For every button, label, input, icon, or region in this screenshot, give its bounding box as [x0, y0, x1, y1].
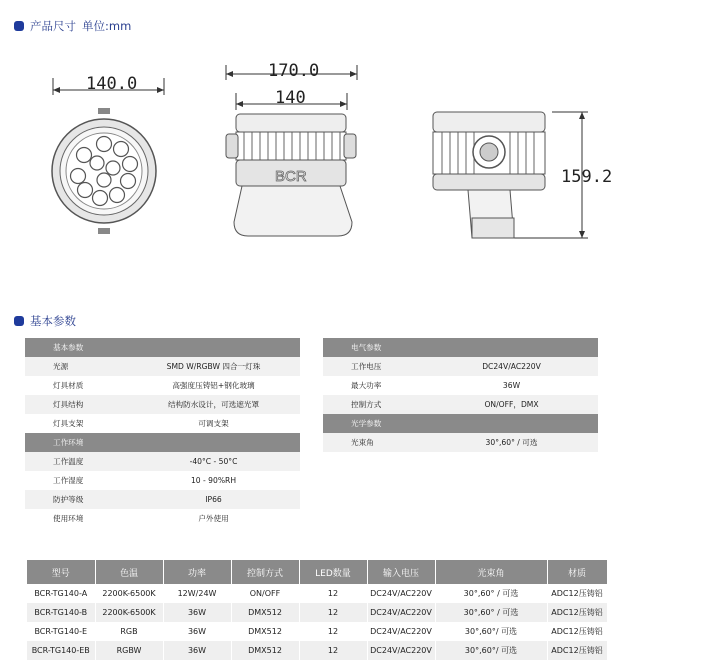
column-header: 色温: [95, 560, 163, 584]
row-value: DC24V/AC220V: [425, 357, 598, 376]
column-header: 输入电压: [367, 560, 435, 584]
table-row: [25, 395, 300, 414]
table-header-row: [323, 414, 598, 433]
row-value: 户外使用: [198, 514, 229, 523]
cell: 30°,60°/ 可选: [435, 622, 547, 641]
side-width-inner-label: 140: [275, 88, 306, 108]
side-width-outer-label: 170.0: [268, 61, 320, 81]
cell: DC24V/AC220V: [367, 603, 435, 622]
cell: ADC12压铸铝: [547, 641, 607, 660]
row-label: 工作湿度: [53, 476, 84, 485]
cell: BCR-TG140-E: [27, 622, 95, 641]
row-value: SMD W/RGBW 四合一灯珠: [127, 357, 300, 376]
cell: 36W: [163, 622, 231, 641]
row-label: 工作电压: [323, 357, 425, 376]
row-label: 工作温度: [25, 452, 127, 471]
table-row: [25, 452, 300, 471]
cell: ADC12压铸铝: [547, 603, 607, 622]
brand-logo: BCR: [275, 168, 307, 185]
row-label: 使用环境: [53, 514, 84, 523]
row-value: 可调支架: [198, 419, 229, 428]
column-header: 控制方式: [231, 560, 299, 584]
row-value: IP66: [127, 490, 300, 509]
table-row: [323, 357, 598, 376]
row-value: 高强度压铸铝+钢化玻璃: [172, 381, 255, 390]
row-label: 灯具结构: [25, 395, 127, 414]
table-header-optical: 光学参数: [323, 414, 598, 433]
cell: BCR-TG140-B: [27, 603, 95, 622]
cell: 30°,60° / 可选: [435, 603, 547, 622]
cell: DC24V/AC220V: [367, 584, 435, 603]
row-value: ON/OFF，DMX: [425, 395, 598, 414]
front-width-label: 140.0: [86, 74, 138, 94]
bullet-icon: [14, 21, 24, 31]
model-table-header: [27, 560, 607, 584]
cell: ADC12压铸铝: [547, 622, 607, 641]
table-header-electrical: 电气参数: [323, 338, 598, 357]
cell: 12: [299, 622, 367, 641]
cell: 12: [299, 584, 367, 603]
row-value: 10 - 90%RH: [190, 476, 237, 485]
table-header-row: [25, 338, 300, 357]
cell: DMX512: [231, 641, 299, 660]
cell: 30°,60° / 可选: [435, 584, 547, 603]
height-label: 159.2: [561, 167, 613, 187]
cell: 36W: [163, 641, 231, 660]
rear-view-drawing: [433, 112, 612, 238]
table-header-row: [323, 338, 598, 357]
side-view-drawing: [226, 61, 357, 236]
table-row: [25, 509, 300, 528]
row-value: 结构防水设计，可选遮光罩: [127, 395, 300, 414]
row-label: 光源: [25, 357, 127, 376]
table-row: [25, 490, 300, 509]
table-header-environment: 工作环境: [25, 433, 300, 452]
cell: RGBW: [95, 641, 163, 660]
cell: 36W: [163, 603, 231, 622]
front-view-drawing: [52, 74, 164, 234]
basic-params-table: [25, 338, 300, 528]
row-value: -40°C - 50°C: [127, 452, 300, 471]
row-label: 灯具支架: [53, 419, 84, 428]
section-title-text: 基本参数: [30, 314, 76, 328]
table-row: [27, 603, 607, 622]
unit-label: 单位:mm: [82, 19, 132, 33]
table-row: [27, 622, 607, 641]
row-value: 30°,60° / 可选: [425, 433, 598, 452]
cell: 30°,60°/ 可选: [435, 641, 547, 660]
row-label: 最大功率: [351, 381, 382, 390]
table-row: [323, 395, 598, 414]
table-row: [25, 376, 300, 395]
section-title-text: 产品尺寸: [30, 19, 76, 33]
cell: 2200K-6500K: [95, 603, 163, 622]
column-header: 型号: [27, 560, 95, 584]
row-label: 灯具材质: [53, 381, 84, 390]
model-table: [27, 560, 608, 660]
cell: DMX512: [231, 622, 299, 641]
section-title-dimensions: [14, 18, 131, 34]
cell: ADC12压铸铝: [547, 584, 607, 603]
table-row: [25, 414, 300, 433]
cell: DC24V/AC220V: [367, 641, 435, 660]
table-row: [27, 641, 607, 660]
row-value: 36W: [502, 381, 521, 390]
bullet-icon: [14, 316, 24, 326]
cell: 12: [299, 641, 367, 660]
table-header-row: [25, 433, 300, 452]
cell: 2200K-6500K: [95, 584, 163, 603]
cell: BCR-TG140-EB: [27, 641, 95, 660]
cell: 12W/24W: [163, 584, 231, 603]
cell: DC24V/AC220V: [367, 622, 435, 641]
row-label: 控制方式: [323, 395, 425, 414]
electrical-params-table: [323, 338, 598, 452]
dimension-drawings: [0, 40, 702, 250]
column-header: 材质: [547, 560, 607, 584]
table-row: [323, 433, 598, 452]
table-row: [25, 357, 300, 376]
cell: ON/OFF: [231, 584, 299, 603]
table-row: [323, 376, 598, 395]
cell: RGB: [95, 622, 163, 641]
column-header: 功率: [163, 560, 231, 584]
table-row: [27, 584, 607, 603]
cell: DMX512: [231, 603, 299, 622]
table-row: [25, 471, 300, 490]
row-label: 光束角: [323, 433, 425, 452]
row-label: 防护等级: [25, 490, 127, 509]
section-title-parameters: [14, 313, 76, 329]
table-header-basic: 基本参数: [25, 338, 300, 357]
cell: 12: [299, 603, 367, 622]
cell: BCR-TG140-A: [27, 584, 95, 603]
column-header: LED数量: [299, 560, 367, 584]
column-header: 光束角: [435, 560, 547, 584]
